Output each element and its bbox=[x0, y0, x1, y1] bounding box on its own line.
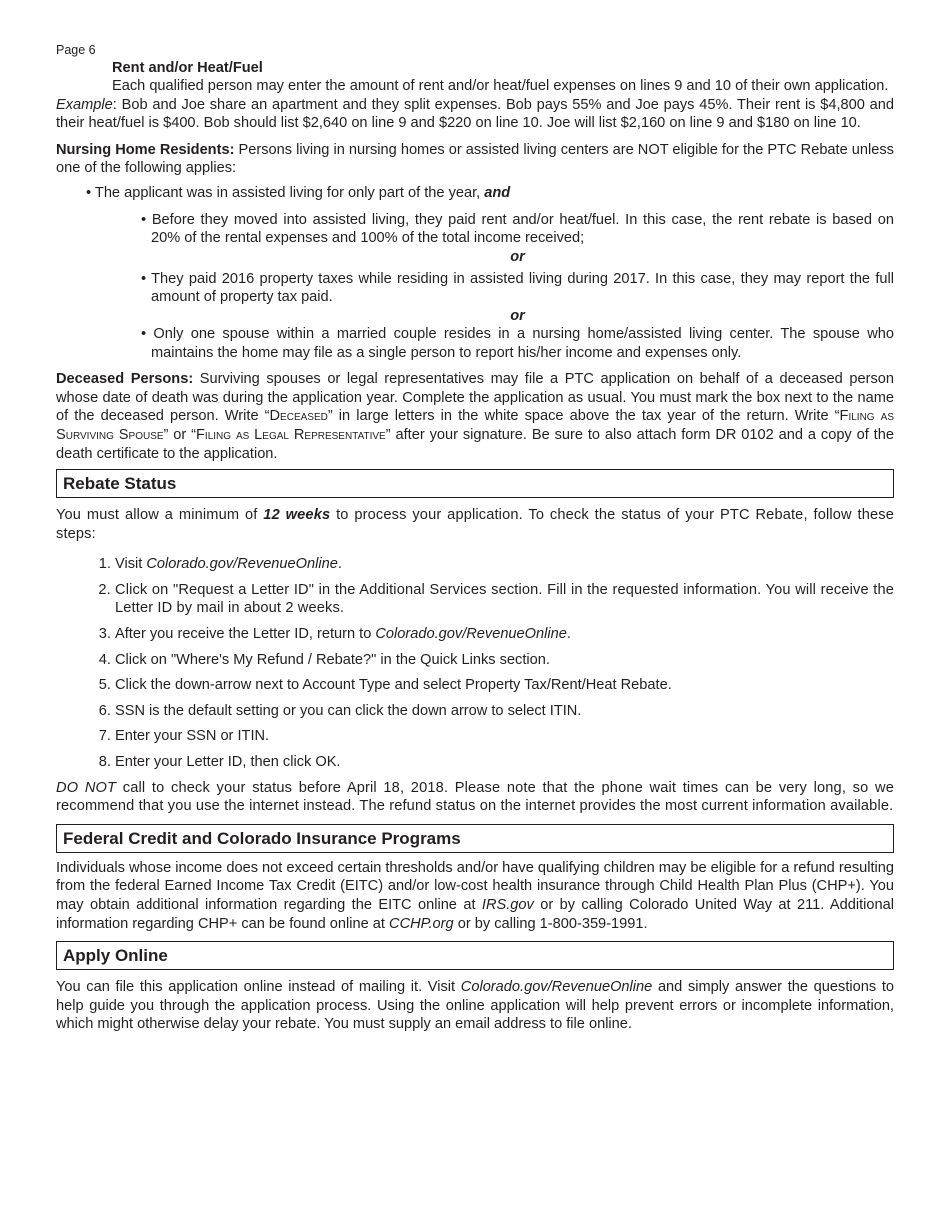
rebate-status-intro bbox=[56, 506, 894, 543]
nursing-bullet bbox=[56, 184, 894, 203]
step-3 bbox=[115, 625, 894, 644]
legal-representative-term: Filing as Legal Representative bbox=[196, 426, 386, 443]
note-text: call to check your status before April 18, 2018. Please note that the phone wait times can be very long, so we recommend that you use the internet instead. The refund status on the internet provides the most current information available. bbox=[56, 779, 895, 815]
step-3-end: . bbox=[566, 626, 571, 643]
rebate-status-note bbox=[56, 779, 894, 816]
federal-credit-heading: Federal Credit and Colorado Insurance Programs bbox=[56, 824, 894, 853]
example-text: : Bob and Joe share an apartment and they split expenses. Bob pays 55% and Joe pays 45%. Their rent is $4,800 and their heat/fuel is $400. Bob should list $2,640 on line 9 and $220 on line 10. Joe will list $2,160 on line 9 and $180 on line 10. bbox=[56, 96, 894, 132]
deceased-paragraph bbox=[56, 370, 894, 463]
apply-text-1: You can file this application online instead of mailing it. Visit bbox=[56, 979, 461, 996]
page-number: Page 6 bbox=[56, 43, 96, 57]
step-3-text: After you receive the Letter ID, return to bbox=[115, 626, 376, 643]
nursing-bullet-and: and bbox=[484, 184, 511, 201]
rebate-steps-list bbox=[56, 555, 894, 771]
step-1 bbox=[115, 555, 894, 574]
rent-heat-section bbox=[56, 59, 894, 96]
revenue-online-link-3[interactable]: Colorado.gov/RevenueOnline bbox=[460, 979, 653, 996]
step-5: 5. Click the down-arrow next to Account Type and select Property Tax/Rent/Heat Rebate. bbox=[115, 676, 894, 695]
twelve-weeks: 12 weeks bbox=[263, 507, 331, 524]
sub-bullet-text-2: • They paid 2016 property taxes while residing in assisted living during 2017. In this case, they may report the full amount of property tax paid. bbox=[141, 270, 894, 306]
deceased-text-2: ” in large letters in the white space above the tax year of the return. Write “ bbox=[327, 408, 840, 425]
or-separator-1: or bbox=[510, 248, 525, 265]
revenue-online-link-1[interactable]: Colorado.gov/RevenueOnline bbox=[146, 556, 338, 573]
do-not-label: DO NOT bbox=[56, 779, 117, 796]
step-1-end: . bbox=[337, 556, 342, 573]
apply-online-heading: Apply Online bbox=[56, 941, 894, 970]
nursing-sub-bullet-2 bbox=[56, 270, 894, 307]
example-label: Example bbox=[56, 96, 113, 113]
federal-text-3: or by calling 1-800-359-1991. bbox=[453, 915, 648, 932]
sub-bullet-text-3: • Only one spouse within a married couple resides in a nursing home/assisted living center. The spouse who maintains the home may file as a single person to report his/her income and expenses only. bbox=[141, 325, 894, 361]
cchp-link[interactable]: CCHP.org bbox=[389, 915, 454, 932]
step-4: 4. Click on "Where's My Refund / Rebate?" in the Quick Links section. bbox=[115, 651, 894, 670]
nursing-sub-bullet-1 bbox=[56, 211, 894, 248]
federal-text-2: or by calling Colorado United Way at 211. Additional information regarding CHP+ can be found online at bbox=[56, 897, 895, 932]
rent-heat-example bbox=[56, 96, 894, 133]
deceased-label: Deceased Persons: bbox=[56, 371, 194, 388]
rebate-status-heading: Rebate Status bbox=[56, 469, 894, 498]
surviving-spouse-term: Filing as Surviving Spouse bbox=[56, 408, 894, 443]
nursing-paragraph bbox=[56, 141, 894, 178]
step-7: 7. Enter your SSN or ITIN. bbox=[115, 727, 894, 746]
nursing-bullet-text: • The applicant was in assisted living for only part of the year, bbox=[86, 184, 485, 201]
step-1-text: Visit bbox=[115, 556, 147, 573]
intro-text-2: to process your application. To check the status of your PTC Rebate, follow these steps: bbox=[56, 507, 894, 542]
revenue-online-link-2[interactable]: Colorado.gov/RevenueOnline bbox=[375, 626, 567, 643]
document-page bbox=[56, 43, 894, 1034]
nursing-text: Persons living in nursing homes or assisted living centers are NOT eligible for the PTC Rebate unless one of the following applies: bbox=[56, 141, 894, 177]
step-8: 8. Enter your Letter ID, then click OK. bbox=[115, 753, 894, 772]
or-separator-2: or bbox=[510, 307, 525, 324]
sub-bullet-text-1: • Before they moved into assisted living, they paid rent and/or heat/fuel. In this case, the rent rebate is based on 20% of the rental expenses and 100% of the total income received; bbox=[141, 211, 894, 247]
federal-credit-text bbox=[56, 859, 894, 933]
intro-text-1: You must allow a minimum of bbox=[56, 507, 264, 524]
deceased-text-4: ” after your signature. Be sure to also attach form DR 0102 and a copy of the death certificate to the application. bbox=[56, 426, 894, 462]
deceased-text-3: ” or “ bbox=[163, 426, 197, 443]
irs-link[interactable]: IRS.gov bbox=[481, 897, 534, 913]
rent-heat-heading: Rent and/or Heat/Fuel bbox=[112, 60, 263, 76]
step-6: 6. SSN is the default setting or you can click the down arrow to select ITIN. bbox=[115, 702, 894, 721]
deceased-word: Deceased bbox=[269, 408, 328, 425]
apply-online-text bbox=[56, 978, 894, 1034]
federal-text-1: Individuals whose income does not exceed certain thresholds and/or have qualifying children may be eligible for a refund resulting from the federal Earned Income Tax Credit (EITC) and/or low-cost health insurance through Child Health Plan Plus (CHP+). You may obtain additional information regarding the EITC online at bbox=[56, 859, 895, 913]
nursing-sub-bullet-3 bbox=[56, 325, 894, 362]
rent-heat-text: Each qualified person may enter the amount of rent and/or heat/fuel expenses on lines 9 and 10 of their own application. bbox=[112, 78, 889, 94]
deceased-text-1: Surviving spouses or legal representatives may file a PTC application on behalf of a deceased person whose date of death was during the application year. Complete the application as usual. You must mark the box next to the name of the deceased person. Write “ bbox=[56, 371, 894, 425]
apply-text-2: and simply answer the questions to help guide you through the application process. Using the online application will help prevent errors or incomplete information, which might otherwise delay your rebate. You must supply an email address to file online. bbox=[56, 979, 894, 1033]
nursing-label: Nursing Home Residents: bbox=[56, 141, 235, 158]
step-2: 2. Click on "Request a Letter ID" in the Additional Services section. Fill in the requested information. You will receive the Letter ID by mail in about 2 weeks. bbox=[115, 581, 894, 618]
